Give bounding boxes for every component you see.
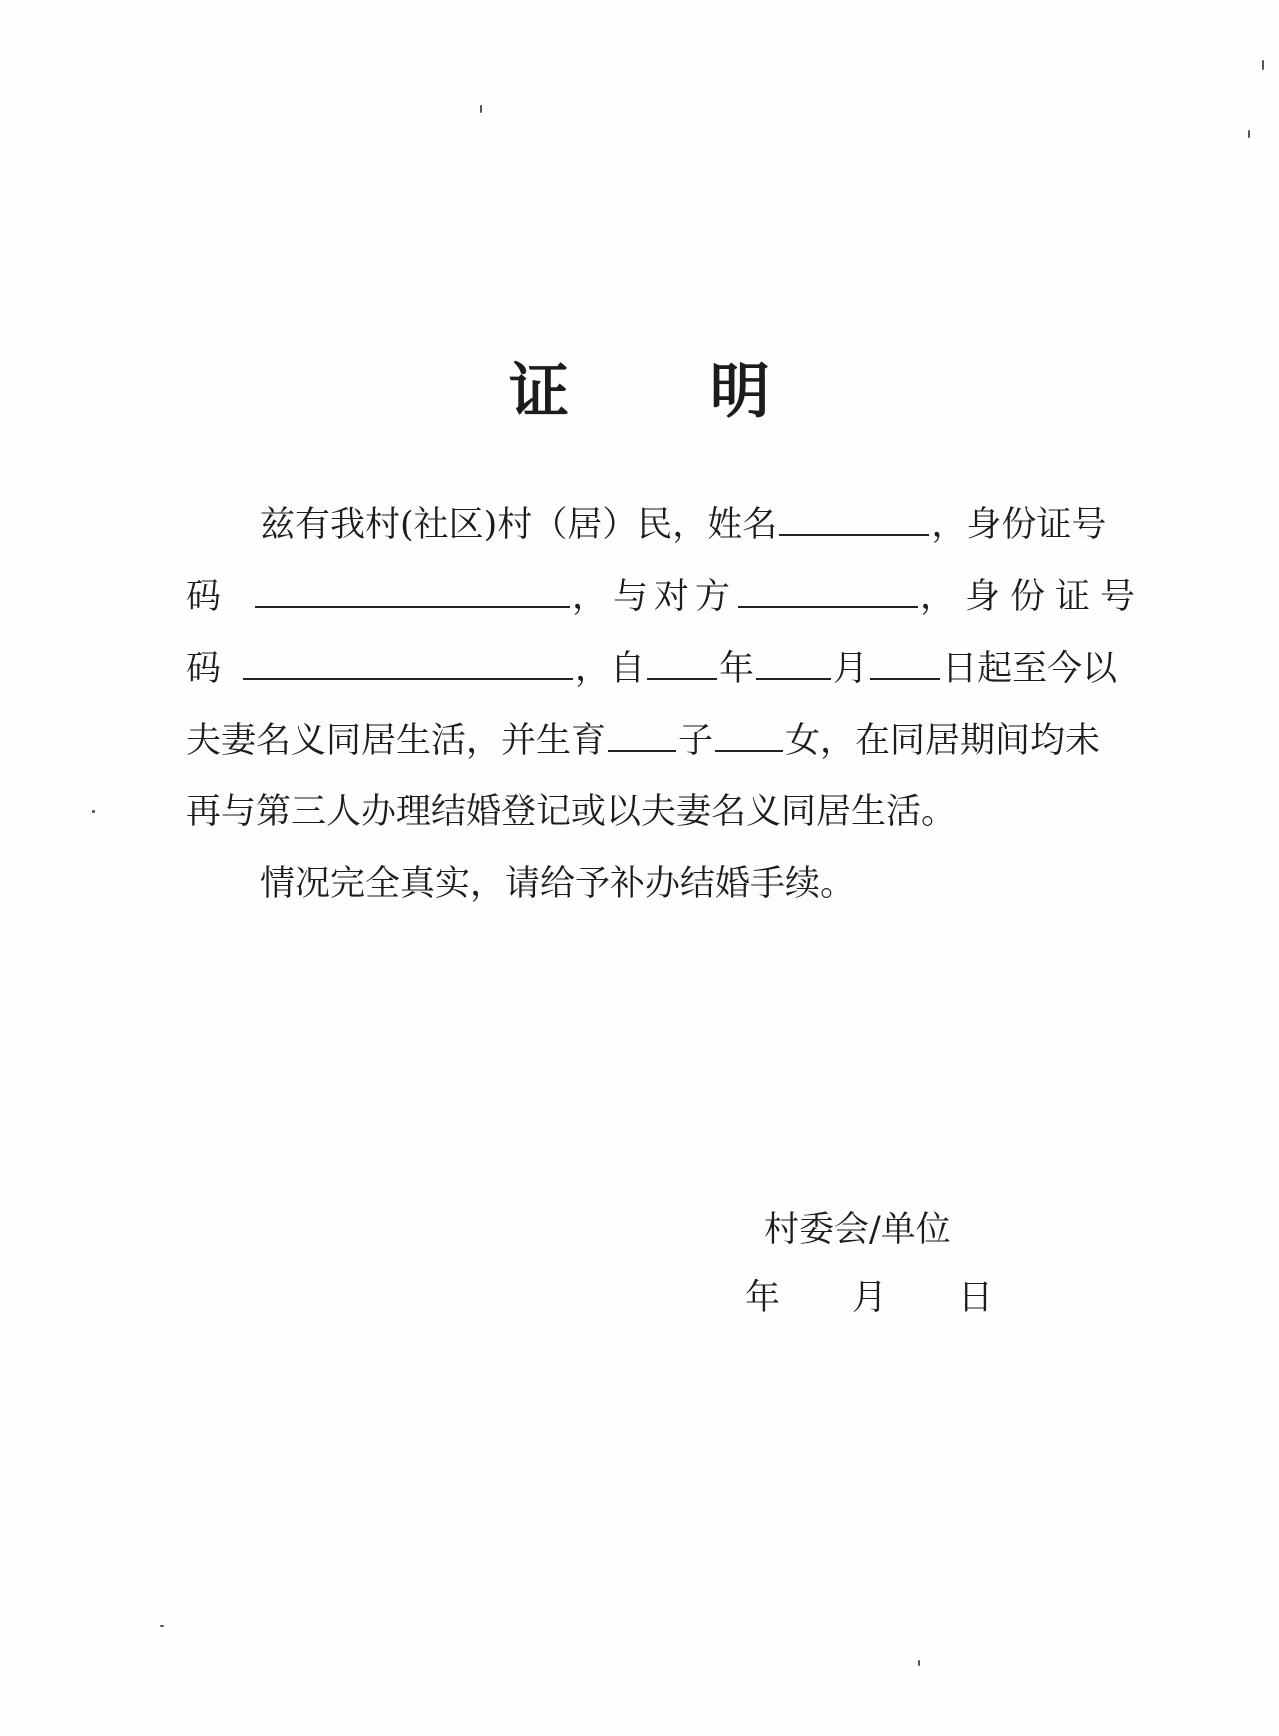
id-number-blank[interactable] <box>255 566 570 608</box>
line2-text-b: ，与对方 <box>572 577 737 617</box>
signature-day: 日 <box>958 1278 994 1318</box>
scan-speck <box>1248 130 1250 138</box>
signature-unit: 村委会/单位 <box>764 1210 951 1250</box>
line3-text-a: 码 <box>186 649 222 689</box>
year-blank[interactable] <box>647 638 717 680</box>
line2-text-c: ，身份证号 <box>920 577 1146 617</box>
line3-text-d: 月 <box>833 649 869 689</box>
daughter-count-blank[interactable] <box>715 710 783 752</box>
paragraph-line-2 <box>186 566 1145 626</box>
line3-text-e: 日起至今以 <box>942 649 1118 689</box>
line3-text-b: ，自 <box>575 649 646 689</box>
paragraph-line-5 <box>186 782 956 842</box>
paragraph-line-3 <box>186 638 1117 698</box>
day-blank[interactable] <box>870 638 940 680</box>
scan-speck <box>160 1625 164 1627</box>
partner-name-blank[interactable] <box>738 566 918 608</box>
line4-text-c: 女，在同居期间均未 <box>785 721 1101 761</box>
paragraph-line-1 <box>260 494 1106 554</box>
scan-speck <box>918 1660 920 1666</box>
document-title: 证 明 <box>509 357 830 427</box>
name-blank[interactable] <box>779 494 929 536</box>
line2-text-a: 码 <box>186 577 222 617</box>
line4-text-b: 子 <box>678 721 714 761</box>
scan-speck <box>1262 60 1264 70</box>
line5-text: 再与第三人办理结婚登记或以夫妻名义同居生活。 <box>186 792 957 832</box>
scan-speck <box>480 105 482 113</box>
line4-text-a: 夫妻名义同居生活，并生育 <box>186 721 607 761</box>
signature-month: 月 <box>852 1278 888 1318</box>
paragraph-line-6 <box>260 854 855 914</box>
signature-year: 年 <box>745 1278 781 1318</box>
son-count-blank[interactable] <box>608 710 676 752</box>
line3-text-c: 年 <box>719 649 755 689</box>
line1-text-b: ，身份证号 <box>931 505 1107 545</box>
line6-text: 情况完全真实，请给予补办结婚手续。 <box>260 864 856 904</box>
partner-id-number-blank[interactable] <box>243 638 573 680</box>
month-blank[interactable] <box>756 638 831 680</box>
paragraph-line-4 <box>186 710 1100 770</box>
line1-text-a: 兹有我村(社区)村（居）民，姓名 <box>260 505 778 545</box>
scan-speck <box>92 810 95 813</box>
